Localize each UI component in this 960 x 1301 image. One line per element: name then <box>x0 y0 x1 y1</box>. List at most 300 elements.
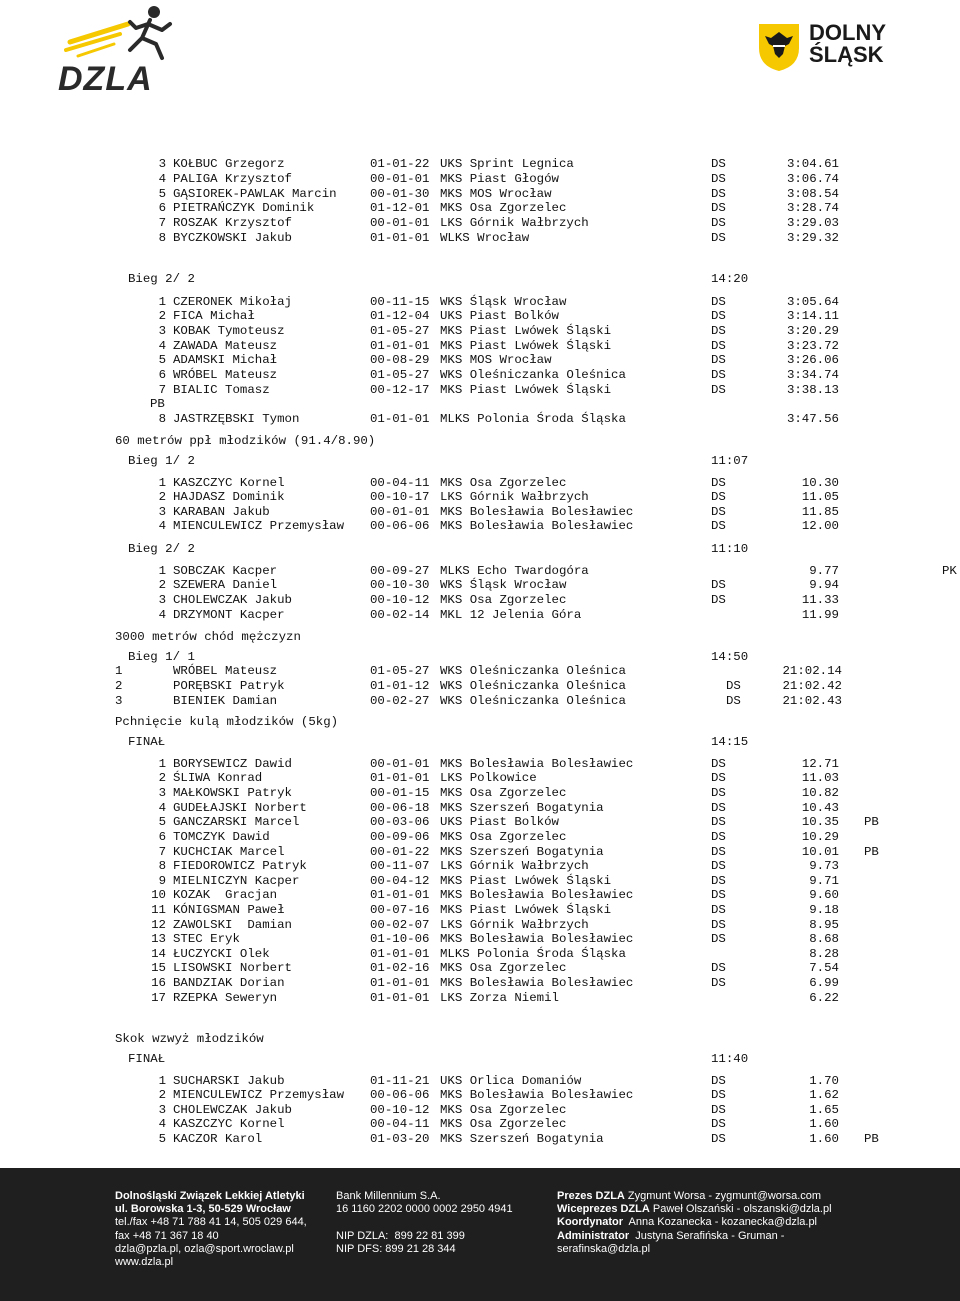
heat-heading <box>0 735 960 750</box>
birth-date: 01-05-27 <box>370 368 430 382</box>
footer-officer-line <box>557 1230 832 1243</box>
result: 1.62 <box>809 1088 839 1102</box>
athlete-name: KASZCZYC Kornel <box>173 476 285 490</box>
club: LKS Górnik Wałbrzych <box>440 918 589 932</box>
result-row <box>0 786 960 801</box>
athlete-name: WRÓBEL Mateusz <box>173 664 278 678</box>
result-row <box>0 476 960 491</box>
result: 1.65 <box>809 1103 839 1117</box>
result-row <box>0 932 960 947</box>
club: MKS Piast Lwówek Śląski <box>440 383 612 397</box>
result-row <box>0 976 960 991</box>
region: DS <box>711 1132 726 1146</box>
place: 3 <box>158 505 166 519</box>
result: 11.85 <box>801 505 839 519</box>
athlete-name: KÓNIGSMAN Paweł <box>173 903 285 917</box>
heat-heading <box>0 1052 960 1067</box>
officer-role: Administrator <box>557 1229 630 1242</box>
place: 1 <box>158 1074 166 1088</box>
footer-contact-column <box>115 1190 307 1269</box>
region: DS <box>711 976 726 990</box>
birth-date: 00-02-07 <box>370 918 430 932</box>
result-row <box>0 412 960 427</box>
place: 6 <box>158 830 166 844</box>
heat-time: 14:15 <box>711 735 749 749</box>
club: LKS Górnik Wałbrzych <box>440 859 589 873</box>
result: 12.00 <box>801 519 839 533</box>
event-heading <box>0 1032 960 1047</box>
region: DS <box>711 295 726 309</box>
result-row <box>0 564 960 579</box>
region: DS <box>711 874 726 888</box>
region: DS <box>711 324 726 338</box>
result: 8.95 <box>809 918 839 932</box>
result: 8.68 <box>809 932 839 946</box>
heat-time: 14:20 <box>711 272 749 286</box>
birth-date: 01-02-16 <box>370 961 430 975</box>
club: WLKS Wrocław <box>440 231 530 245</box>
birth-date: 00-11-15 <box>370 295 430 309</box>
place: 2 <box>158 490 166 504</box>
birth-date: 01-03-20 <box>370 1132 430 1146</box>
result: 3:14.11 <box>786 309 839 323</box>
region: DS <box>711 845 726 859</box>
officer-role: Prezes DZLA <box>557 1190 625 1202</box>
place: 4 <box>158 801 166 815</box>
athlete-name: FICA Michał <box>173 309 255 323</box>
dzla-logo-text: DZLA <box>58 60 153 98</box>
birth-date: 01-11-21 <box>370 1074 430 1088</box>
place: 5 <box>158 353 166 367</box>
result-row <box>0 679 960 694</box>
club: MKS Bolesławia Bolesławiec <box>440 888 634 902</box>
club: MKS MOS Wrocław <box>440 187 552 201</box>
club: MKS Szerszeń Bogatynia <box>440 801 604 815</box>
athlete-name: SOBCZAK Kacper <box>173 564 278 578</box>
region: DS <box>726 679 741 693</box>
place: 14 <box>151 947 166 961</box>
athlete-name: DRZYMONT Kacper <box>173 608 285 622</box>
club: MLKS Polonia Środa Śląska <box>440 947 626 961</box>
club: MKS Osa Zgorzelec <box>440 961 567 975</box>
athlete-name: BYCZKOWSKI Jakub <box>173 231 292 245</box>
result-row <box>0 157 960 172</box>
region: DS <box>711 961 726 975</box>
officer-role: Koordynator <box>557 1216 623 1229</box>
result-row <box>0 845 960 860</box>
result-row <box>0 1074 960 1089</box>
birth-date: 00-02-14 <box>370 608 430 622</box>
athlete-name: GUDEŁAJSKI Norbert <box>173 801 307 815</box>
result: 9.18 <box>809 903 839 917</box>
athlete-name: TOMCZYK Dawid <box>173 830 270 844</box>
place: 1 <box>158 757 166 771</box>
region: DS <box>711 801 726 815</box>
birth-date: 00-02-27 <box>370 694 430 708</box>
result: 3:26.06 <box>786 353 839 367</box>
result: 9.71 <box>809 874 839 888</box>
result: 9.94 <box>809 578 839 592</box>
record-note: PB <box>150 397 165 411</box>
officer-contact: Zygmunt Worsa - zygmunt@worsa.com <box>624 1190 822 1202</box>
place: 3 <box>115 694 123 708</box>
dolny-slask-text <box>809 22 886 66</box>
region: DS <box>711 918 726 932</box>
place: 3 <box>158 324 166 338</box>
event-title: Pchnięcie kulą młodzików (5kg) <box>115 715 339 729</box>
place: 2 <box>115 679 123 693</box>
result-row <box>0 918 960 933</box>
place: 1 <box>115 664 123 678</box>
result: 10.82 <box>801 786 839 800</box>
club: MKS Osa Zgorzelec <box>440 476 567 490</box>
birth-date: 00-04-11 <box>370 476 430 490</box>
footer <box>0 1168 960 1301</box>
result: 3:29.03 <box>786 216 839 230</box>
result: 1.60 <box>809 1132 839 1146</box>
place: 16 <box>151 976 166 990</box>
result-row <box>0 815 960 830</box>
result-row <box>0 947 960 962</box>
club: MKS Osa Zgorzelec <box>440 786 567 800</box>
birth-date: 00-10-12 <box>370 1103 430 1117</box>
dolny-slask-line2: ŚLĄSK <box>809 42 884 67</box>
place: 7 <box>158 216 166 230</box>
birth-date: 00-11-07 <box>370 859 430 873</box>
region: DS <box>711 1088 726 1102</box>
region: DS <box>711 593 726 607</box>
result: 9.77 <box>809 564 839 578</box>
footer-address: ul. Borowska 1-3, 50-529 Wrocław <box>115 1203 291 1216</box>
region: DS <box>711 859 726 873</box>
birth-date: 00-04-11 <box>370 1117 430 1131</box>
dolny-slask-logo <box>757 22 917 72</box>
athlete-name: BANDZIAK Dorian <box>173 976 285 990</box>
club: MKL 12 Jelenia Góra <box>440 608 582 622</box>
region: DS <box>711 231 726 245</box>
athlete-name: CHOLEWCZAK Jakub <box>173 1103 292 1117</box>
birth-date: 00-08-29 <box>370 353 430 367</box>
place: 5 <box>158 1132 166 1146</box>
place: 4 <box>158 1117 166 1131</box>
birth-date: 01-01-22 <box>370 157 430 171</box>
heat-time: 11:10 <box>711 542 749 556</box>
region: DS <box>711 815 726 829</box>
result: 9.60 <box>809 888 839 902</box>
region: DS <box>711 786 726 800</box>
athlete-name: ROSZAK Krzysztof <box>173 216 292 230</box>
region: DS <box>711 757 726 771</box>
result-row <box>0 903 960 918</box>
club: MKS Bolesławia Bolesławiec <box>440 1088 634 1102</box>
athlete-name: HAJDASZ Dominik <box>173 490 285 504</box>
place: 3 <box>158 593 166 607</box>
result-row <box>0 231 960 246</box>
club: WKS Śląsk Wrocław <box>440 578 567 592</box>
birth-date: 00-12-17 <box>370 383 430 397</box>
athlete-name: PORĘBSKI Patryk <box>173 679 285 693</box>
athlete-name: WRÓBEL Mateusz <box>173 368 278 382</box>
result: 8.28 <box>809 947 839 961</box>
event-title: 60 metrów ppł młodzików (91.4/8.90) <box>115 434 376 448</box>
result: 11.03 <box>801 771 839 785</box>
place: 15 <box>151 961 166 975</box>
result-row <box>0 187 960 202</box>
result: 11.05 <box>801 490 839 504</box>
club: WKS Oleśniczanka Oleśnica <box>440 664 626 678</box>
result: 10.30 <box>801 476 839 490</box>
region: DS <box>711 383 726 397</box>
result-row <box>0 172 960 187</box>
event-heading <box>0 715 960 730</box>
birth-date: 00-06-18 <box>370 801 430 815</box>
result-row <box>0 490 960 505</box>
birth-date: 01-01-12 <box>370 679 430 693</box>
place: 17 <box>151 991 166 1005</box>
result-row <box>0 339 960 354</box>
footer-bank-account: 16 1160 2202 0000 0002 2950 4941 <box>336 1203 513 1216</box>
club: MKS Osa Zgorzelec <box>440 830 567 844</box>
record-note: PB <box>864 815 879 829</box>
result: 10.43 <box>801 801 839 815</box>
birth-date: 01-12-01 <box>370 201 430 215</box>
footer-spacer <box>336 1216 513 1229</box>
result-row <box>0 608 960 623</box>
footer-officer-line <box>557 1203 832 1216</box>
record-note: PK <box>942 564 957 578</box>
club: MKS Piast Lwówek Śląski <box>440 903 612 917</box>
result-row <box>0 295 960 310</box>
result-row <box>0 309 960 324</box>
note-line <box>0 397 960 412</box>
footer-officer-line <box>557 1216 832 1229</box>
result: 10.01 <box>801 845 839 859</box>
footer-phone: tel./fax +48 71 788 41 14, 505 029 644, <box>115 1216 307 1229</box>
birth-date: 00-10-12 <box>370 593 430 607</box>
event-title: 3000 metrów chód mężczyzn <box>115 630 301 644</box>
athlete-name: KOZAK Gracjan <box>173 888 278 902</box>
athlete-name: CZERONEK Mikołaj <box>173 295 292 309</box>
club: WKS Oleśniczanka Oleśnica <box>440 694 626 708</box>
club: MKS Osa Zgorzelec <box>440 201 567 215</box>
athlete-name: MAŁKOWSKI Patryk <box>173 786 292 800</box>
footer-officer-line <box>557 1190 832 1203</box>
footer-org-name: Dolnośląski Związek Lekkiej Atletyki <box>115 1190 305 1202</box>
athlete-name: PIETRAŃCZYK Dominik <box>173 201 315 215</box>
result-row <box>0 859 960 874</box>
result-row <box>0 664 960 679</box>
birth-date: 01-01-01 <box>370 888 430 902</box>
result: 10.35 <box>801 815 839 829</box>
place: 2 <box>158 578 166 592</box>
athlete-name: KARABAN Jakub <box>173 505 270 519</box>
runner-icon <box>58 4 184 64</box>
result: 3:29.32 <box>786 231 839 245</box>
athlete-name: SUCHARSKI Jakub <box>173 1074 285 1088</box>
club: UKS Sprint Legnica <box>440 157 574 171</box>
club: MKS Osa Zgorzelec <box>440 593 567 607</box>
result: 12.71 <box>801 757 839 771</box>
record-note: PB <box>864 1132 879 1146</box>
athlete-name: ZAWADA Mateusz <box>173 339 278 353</box>
birth-date: 00-06-06 <box>370 519 430 533</box>
region: DS <box>711 353 726 367</box>
club: UKS Piast Bolków <box>440 309 559 323</box>
footer-bank-column <box>336 1190 513 1256</box>
footer-bank-name: Bank Millennium S.A. <box>336 1190 441 1202</box>
birth-date: 00-03-06 <box>370 815 430 829</box>
club: MLKS Polonia Środa Śląska <box>440 412 626 426</box>
result-row <box>0 991 960 1006</box>
result-row <box>0 1103 960 1118</box>
result: 9.73 <box>809 859 839 873</box>
club: MKS Piast Głogów <box>440 172 559 186</box>
birth-date: 01-01-01 <box>370 991 430 1005</box>
athlete-name: KUCHCIAK Marcel <box>173 845 285 859</box>
result-row <box>0 1132 960 1147</box>
footer-website-link[interactable]: www.dzla.pl <box>115 1256 174 1269</box>
place: 3 <box>158 157 166 171</box>
club: MKS Bolesławia Bolesławiec <box>440 976 634 990</box>
result-row <box>0 771 960 786</box>
place: 5 <box>158 187 166 201</box>
birth-date: 01-05-27 <box>370 324 430 338</box>
club: MKS Szerszeń Bogatynia <box>440 1132 604 1146</box>
athlete-name: ZAWOLSKI Damian <box>173 918 292 932</box>
result: 3:08.54 <box>786 187 839 201</box>
birth-date: 00-01-30 <box>370 187 430 201</box>
birth-date: 00-10-17 <box>370 490 430 504</box>
club: WKS Śląsk Wrocław <box>440 295 567 309</box>
club: MKS Piast Lwówek Śląski <box>440 324 612 338</box>
place: 4 <box>158 519 166 533</box>
club: UKS Piast Bolków <box>440 815 559 829</box>
result: 3:47.56 <box>786 412 839 426</box>
heat-heading <box>0 454 960 469</box>
heat-heading <box>0 272 960 287</box>
result-row <box>0 201 960 216</box>
result: 3:28.74 <box>786 201 839 215</box>
result-row <box>0 874 960 889</box>
result-row <box>0 694 960 709</box>
athlete-name: GĄSIOREK-PAWLAK Marcin <box>173 187 337 201</box>
result-row <box>0 961 960 976</box>
heat-time: 11:07 <box>711 454 749 468</box>
result-row <box>0 888 960 903</box>
region: DS <box>711 368 726 382</box>
birth-date: 00-01-01 <box>370 172 430 186</box>
footer-officer-line <box>557 1243 832 1256</box>
place: 11 <box>151 903 166 917</box>
club: MKS Osa Zgorzelec <box>440 1117 567 1131</box>
footer-fax: fax +48 71 367 18 40 <box>115 1229 219 1242</box>
place: 2 <box>158 309 166 323</box>
result: 7.54 <box>809 961 839 975</box>
place: 10 <box>151 888 166 902</box>
place: 2 <box>158 771 166 785</box>
region: DS <box>711 1103 726 1117</box>
place: 1 <box>158 564 166 578</box>
region: DS <box>711 505 726 519</box>
result-row <box>0 1117 960 1132</box>
place: 1 <box>158 295 166 309</box>
dzla-logo <box>58 4 184 96</box>
result: 1.70 <box>809 1074 839 1088</box>
heat-label: Bieg 1/ 1 <box>128 650 195 664</box>
result-row <box>0 757 960 772</box>
club: MKS MOS Wrocław <box>440 353 552 367</box>
result-row <box>0 368 960 383</box>
birth-date: 00-04-12 <box>370 874 430 888</box>
result: 21:02.43 <box>782 694 842 708</box>
heat-label: FINAŁ <box>128 735 166 749</box>
result-row <box>0 505 960 520</box>
result: 6.22 <box>809 991 839 1005</box>
event-heading <box>0 630 960 645</box>
region: DS <box>711 1117 726 1131</box>
region: DS <box>711 888 726 902</box>
birth-date: 01-01-01 <box>370 976 430 990</box>
result: 10.29 <box>801 830 839 844</box>
result-row <box>0 1088 960 1103</box>
athlete-name: ADAMSKI Michał <box>173 353 278 367</box>
athlete-name: MIENCULEWICZ Przemysław <box>173 519 345 533</box>
birth-date: 00-01-15 <box>370 786 430 800</box>
place: 9 <box>158 874 166 888</box>
officer-contact: serafinska@dzla.pl <box>557 1242 651 1255</box>
athlete-name: KACZOR Karol <box>173 1132 263 1146</box>
place: 13 <box>151 932 166 946</box>
birth-date: 00-01-01 <box>370 757 430 771</box>
birth-date: 01-01-01 <box>370 947 430 961</box>
result: 3:34.74 <box>786 368 839 382</box>
footer-emails[interactable]: dzla@pzla.pl, ozla@sport.wroclaw.pl <box>115 1242 294 1255</box>
region: DS <box>711 903 726 917</box>
footer-nip-dfs: NIP DFS: 899 21 28 344 <box>336 1242 456 1255</box>
heat-label: Bieg 2/ 2 <box>128 542 195 556</box>
club: MKS Osa Zgorzelec <box>440 1103 567 1117</box>
athlete-name: JASTRZĘBSKI Tymon <box>173 412 300 426</box>
region: DS <box>711 309 726 323</box>
athlete-name: RZEPKA Seweryn <box>173 991 278 1005</box>
club: MKS Bolesławia Bolesławiec <box>440 519 634 533</box>
officer-contact: Justyna Serafińska - Gruman - <box>629 1229 785 1242</box>
officer-contact: Paweł Olszański - olszanski@dzla.pl <box>649 1203 832 1216</box>
event-title: Skok wzwyż młodzików <box>115 1032 264 1046</box>
place: 4 <box>158 172 166 186</box>
club: LKS Górnik Wałbrzych <box>440 490 589 504</box>
region: DS <box>711 187 726 201</box>
heat-time: 14:50 <box>711 650 749 664</box>
athlete-name: LISOWSKI Norbert <box>173 961 292 975</box>
club: MKS Bolesławia Bolesławiec <box>440 505 634 519</box>
officer-role: Wiceprezes DZLA <box>557 1203 650 1216</box>
place: 5 <box>158 815 166 829</box>
club: WKS Oleśniczanka Oleśnica <box>440 679 626 693</box>
club: MKS Bolesławia Bolesławiec <box>440 932 634 946</box>
place: 3 <box>158 786 166 800</box>
region: DS <box>711 201 726 215</box>
region: DS <box>711 932 726 946</box>
club: MKS Piast Lwówek Śląski <box>440 874 612 888</box>
athlete-name: ŁUCZYCKI Olek <box>173 947 270 961</box>
region: DS <box>711 490 726 504</box>
club: LKS Górnik Wałbrzych <box>440 216 589 230</box>
athlete-name: SZEWERA Daniel <box>173 578 278 592</box>
result: 21:02.14 <box>782 664 842 678</box>
region: DS <box>711 157 726 171</box>
place: 6 <box>158 368 166 382</box>
